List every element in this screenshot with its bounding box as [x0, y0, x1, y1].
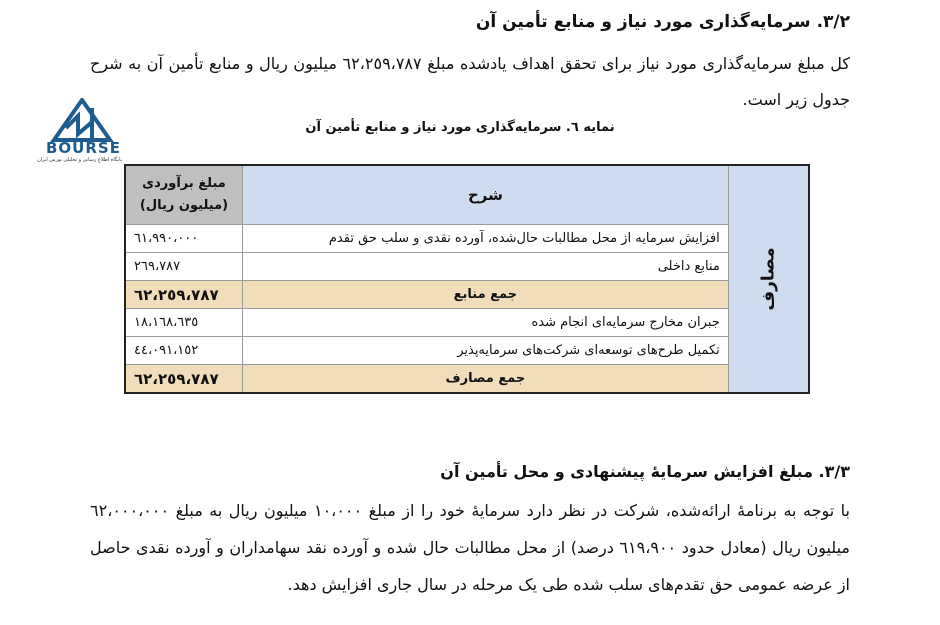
row-amount: ٦١،٩٩٠،٠٠٠: [125, 225, 243, 253]
header-description: شرح: [243, 165, 729, 225]
investment-table: [124, 164, 810, 394]
side-label: مصارف: [758, 247, 779, 311]
table-row: [125, 309, 809, 337]
table-row: [125, 225, 809, 253]
row-description: افزایش سرمایه از محل مطالبات حال‌شده، آورده نقدی و سلب حق تقدم: [243, 225, 729, 253]
section-heading-investment: ٣/٢. سرمایه‌گذاری مورد نیاز و منابع تأمین آن: [475, 12, 850, 32]
side-label-cell: [728, 165, 809, 393]
table-row: [125, 337, 809, 365]
table-total-row: [125, 365, 809, 394]
header-amount-title: مبلغ برآوردی: [142, 176, 226, 191]
table-header-row: [125, 165, 809, 225]
section-paragraph-investment: کل مبلغ سرمایه‌گذاری مورد نیاز برای تحقق اهداف یادشده مبلغ ٦٢،٢٥٩،٧٨٧ میلیون ریال و منابع تأمین آن به شرح جدول زیر است.: [90, 54, 850, 109]
total-label: جمع مصارف: [243, 365, 729, 394]
row-amount: ١٨،١٦٨،٦٣٥: [125, 309, 243, 337]
logo-wordmark: BOURSE: [46, 139, 121, 157]
total-amount: ٦٢،٢٥٩،٧٨٧: [125, 365, 243, 394]
logo-subtitle: پایگاه اطلاع رسانی و تحلیلی بورس ایران: [37, 157, 122, 163]
section-heading-capital-increase: ٣/٣. مبلغ افزایش سرمایۀ پیشنهادی و محل تأمین آن: [440, 462, 850, 481]
total-label: جمع منابع: [243, 281, 729, 309]
section-paragraph-capital-increase: با توجه به برنامۀ ارائه‌شده، شرکت در نظر دارد سرمایۀ خود را از مبلغ ١٠،٠٠٠ میلیون ریال به مبلغ ٦٢،٠٠٠،٠٠٠ میلیون ریال (معادل حدود ٦١٩،٩٠٠ درصد) از محل مطالبات حال شده و آورده نقد سهامداران و آورده نقدی حاصل از عرضه عمومی حق تقدم‌های سلب شده طی یک مرحله در سال جاری افزایش دهد.: [90, 501, 851, 594]
header-amount-unit: (میلیون ریال): [139, 198, 229, 213]
total-amount: ٦٢،٢٥٩،٧٨٧: [125, 281, 243, 309]
row-description: جبران مخارج سرمایه‌ای انجام شده: [243, 309, 729, 337]
table-total-row: [125, 281, 809, 309]
table-caption: نمایه ٦. سرمایه‌گذاری مورد نیاز و منابع تأمین آن: [305, 120, 615, 135]
header-amount: [125, 165, 243, 225]
row-description: منابع داخلی: [243, 253, 729, 281]
row-description: تکمیل طرح‌های توسعه‌ای شرکت‌های سرمایه‌پذیر: [243, 337, 729, 365]
row-amount: ٤٤،٠٩١،١٥٢: [125, 337, 243, 365]
row-amount: ٢٦٩،٧٨٧: [125, 253, 243, 281]
table-row: [125, 253, 809, 281]
